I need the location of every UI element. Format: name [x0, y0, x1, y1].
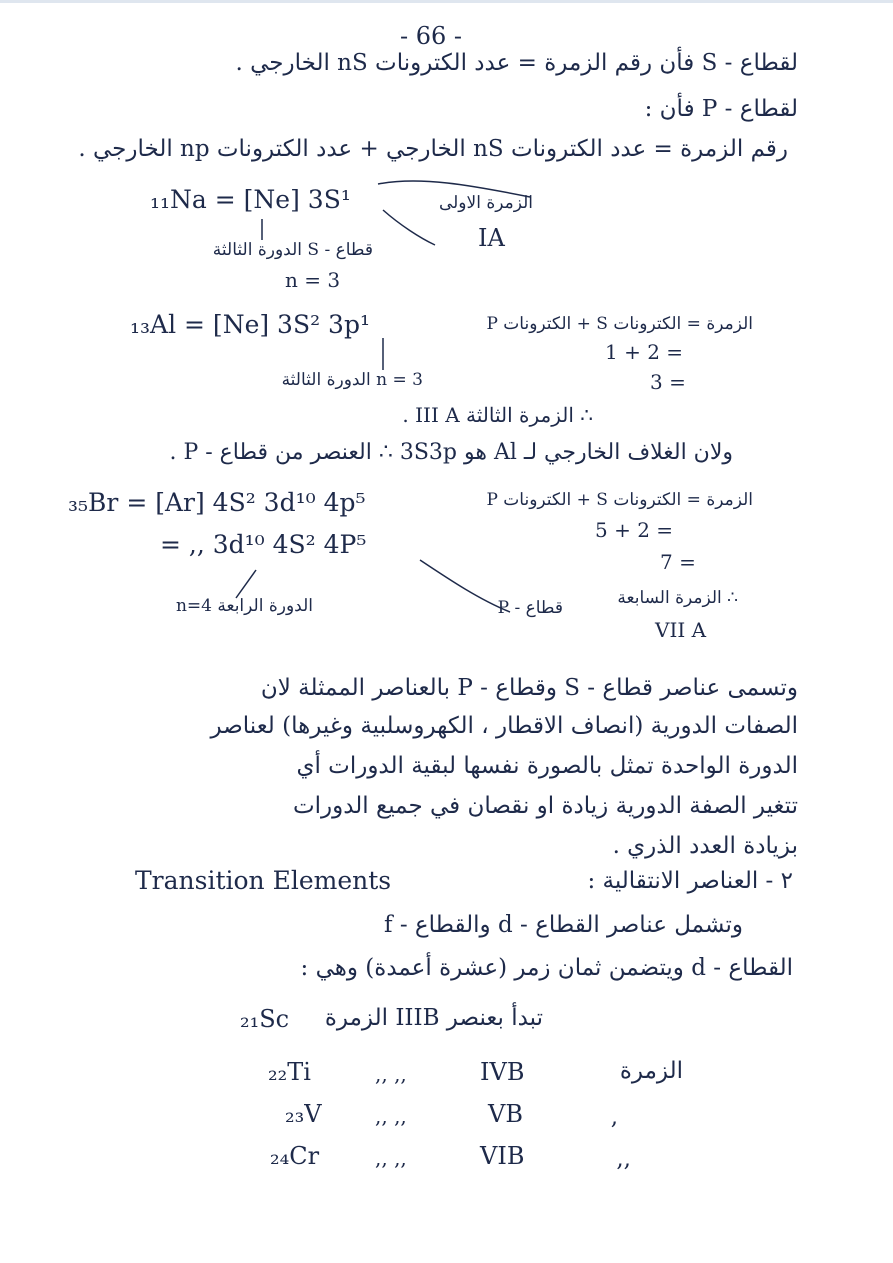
element-symbol: ₂₃V	[285, 1100, 322, 1128]
rule-s-block: لقطاع - S فأن رقم الزمرة = عدد الكترونات nS الخارجي .	[235, 50, 798, 76]
na-configuration: ₁₁Na = [Ne] 3S¹	[150, 185, 351, 214]
br-result: 7 =	[660, 550, 696, 574]
element-group: VIB	[480, 1142, 525, 1170]
element-group-text: ,,	[616, 1146, 631, 1172]
d-block-description: القطاع - d ويتضمن ثمان زمر (عشرة أعمدة) وهي :	[300, 955, 793, 981]
na-block-arrow	[383, 210, 435, 245]
br-group-code: VII A	[655, 618, 707, 642]
al-group-formula: الزمرة = الكترونات S + الكترونات P	[486, 314, 753, 334]
al-configuration: ₁₃Al = [Ne] 3S² 3p¹	[130, 310, 370, 339]
rule-p-block-formula: رقم الزمرة = عدد الكترونات nS الخارجي + عدد الكترونات np الخارجي .	[78, 136, 788, 162]
element-ditto-marks: ,, ,,	[375, 1146, 407, 1170]
section-english-title: Transition Elements	[135, 866, 392, 895]
al-sum: 1 + 2 =	[605, 340, 684, 364]
na-group-arrow	[378, 181, 530, 197]
section-arabic-title: ٢ - العناصر الانتقالية :	[587, 868, 793, 894]
al-result: 3 =	[650, 370, 686, 394]
rule-p-block-heading: لقطاع - P فأن :	[644, 96, 798, 122]
element-group-text: ,	[610, 1104, 618, 1130]
al-block-statement: ولان الغلاف الخارجي لـ Al هو 3S3p ∴ العنصر من قطاع - P .	[169, 440, 733, 465]
na-group-label: الزمرة الاولى	[438, 193, 533, 213]
br-configuration: ₃₅Br = [Ar] 4S² 3d¹⁰ 4p⁵	[68, 488, 366, 517]
na-period-label: الدورة الثالثة	[212, 240, 302, 260]
na-block-label: قطاع - S	[307, 240, 373, 260]
br-sum: 5 + 2 =	[595, 518, 674, 542]
element-group-text: الزمرة	[619, 1058, 683, 1084]
section-includes: وتشمل عناصر القطاع - d والقطاع - f	[384, 912, 743, 938]
element-group: IVB	[480, 1058, 525, 1086]
paragraph-line-1: وتسمى عناصر قطاع - S وقطاع - P بالعناصر الممثلة لان	[260, 675, 798, 701]
na-n-value: n = 3	[285, 268, 341, 292]
element-symbol: ₂₂Ti	[268, 1058, 311, 1086]
br-period: الدورة الرابعة n=4	[175, 596, 313, 616]
br-conclusion: ∴ الزمرة السابعة	[617, 588, 738, 608]
br-configuration-ordered: = ,, 3d¹⁰ 4S² 4P⁵	[160, 530, 367, 559]
element-symbol: ₂₁Sc	[240, 1005, 290, 1033]
br-block-arrow	[420, 560, 510, 612]
al-period: n = 3 الدورة الثالثة	[281, 370, 423, 390]
element-ditto-marks: ,, ,,	[375, 1104, 407, 1128]
page-number: - 66 -	[400, 22, 463, 50]
na-group-code: IA	[478, 224, 505, 252]
paragraph-line-4: تتغير الصفة الدورية زيادة او نقصان في جميع الدورات	[292, 793, 798, 819]
element-group-text: تبدأ بعنصر IIIB الزمرة	[324, 1005, 543, 1031]
paragraph-line-3: الدورة الواحدة تمثل بالصورة نفسها لبقية الدورات أي	[296, 753, 798, 779]
al-conclusion: ∴ الزمرة الثالثة III A .	[402, 403, 593, 427]
br-period-arrow	[236, 570, 256, 598]
element-group: VB	[488, 1100, 523, 1128]
paragraph-line-5: بزيادة العدد الذري .	[612, 833, 798, 859]
element-symbol: ₂₄Cr	[270, 1142, 320, 1170]
paragraph-line-2: الصفات الدورية (انصاف الاقطار ، الكهروسلبية وغيرها) لعناصر	[210, 713, 798, 739]
br-block: قطاع - P	[497, 598, 563, 618]
br-group-formula: الزمرة = الكترونات S + الكترونات P	[486, 490, 753, 510]
element-ditto-marks: ,, ,,	[375, 1062, 407, 1086]
